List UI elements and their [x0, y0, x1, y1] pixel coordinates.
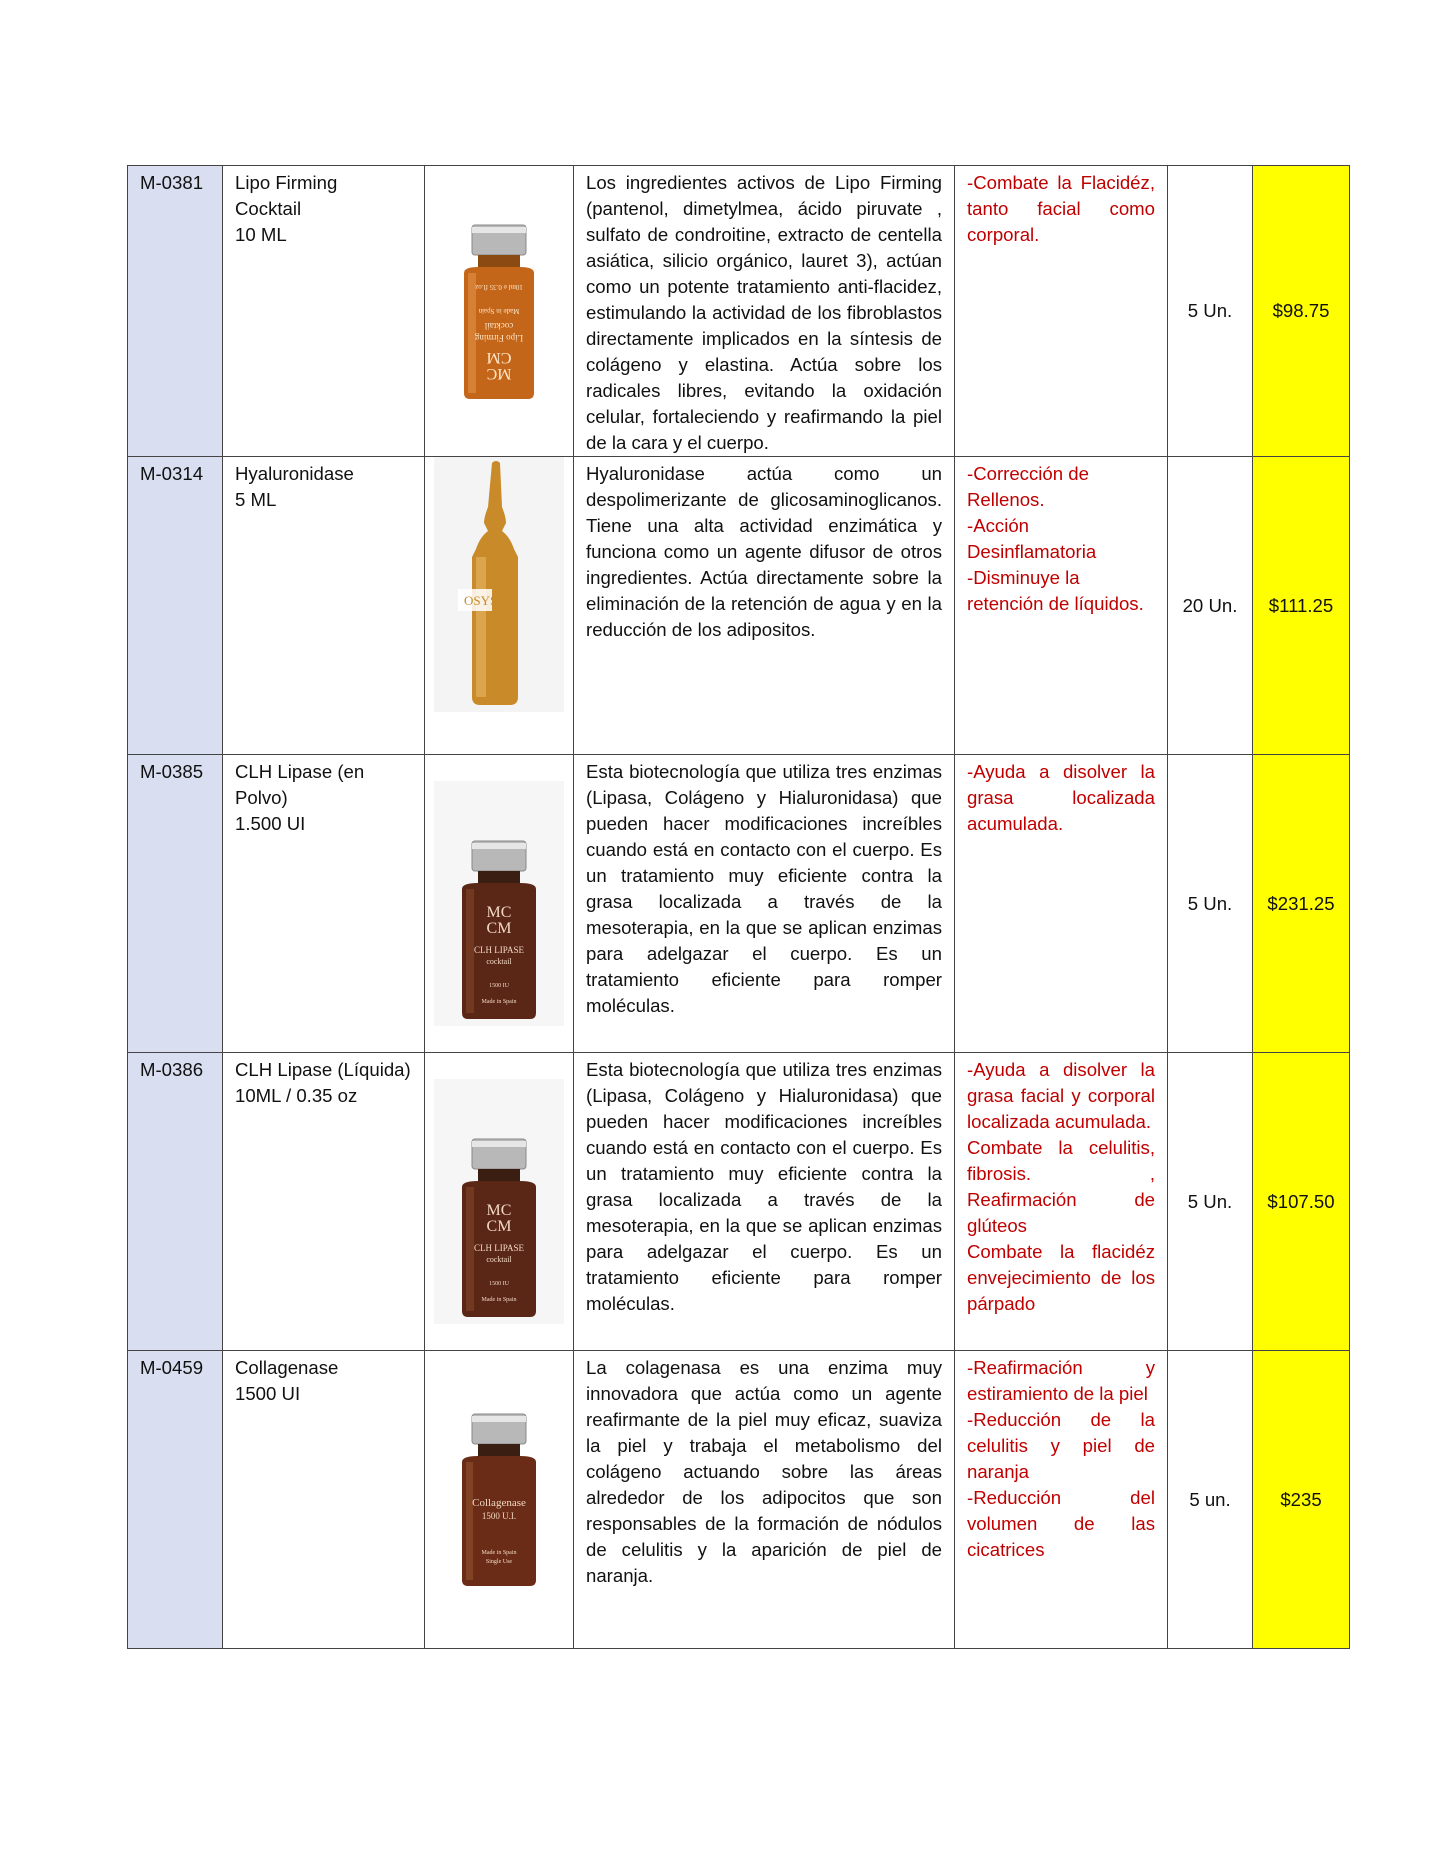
svg-text:MC: MC: [486, 365, 512, 382]
product-price: $98.75: [1253, 166, 1350, 457]
table-row: [128, 755, 1350, 1053]
product-name: CLH Lipase (Líquida) 10ML / 0.35 oz: [223, 1053, 425, 1351]
svg-text:10ml e 0.35 fl.oz: 10ml e 0.35 fl.oz: [475, 283, 523, 291]
product-price: $231.25: [1253, 755, 1350, 1053]
product-image: [425, 166, 574, 457]
product-description: Hyaluronidase actúa como un despolimerizante de glicosaminoglicanos. Tiene una alta actividad enzimática y funciona como un agente difusor de otros ingredientes. Actúa directamente sobre la eliminación de la retención de agua y en la reducción de los adipositos.: [574, 457, 955, 755]
product-code: M-0385: [128, 755, 223, 1053]
brown-vial-icon: [434, 1079, 564, 1324]
product-image: [425, 1053, 574, 1351]
product-benefits: -Combate la Flacidéz, tanto facial como corporal.: [955, 166, 1168, 457]
svg-text:Made in Spain: Made in Spain: [478, 307, 520, 315]
svg-text:OSYSTE: OSYSTE: [464, 593, 514, 608]
product-name: Hyaluronidase 5 ML: [223, 457, 425, 755]
svg-text:1500 U.I.: 1500 U.I.: [481, 1511, 517, 1521]
product-description: La colagenasa es una enzima muy innovadora que actúa como un agente reafirmante de la piel muy eficaz, suaviza la piel y trabaja el metabolismo del colágeno actuando sobre las áreas alrededor de los adipocitos que son responsables de la formación de nódulos de celulitis y la aparición de piel de naranja.: [574, 1351, 955, 1649]
product-code: M-0459: [128, 1351, 223, 1649]
svg-text:CM: CM: [486, 349, 512, 366]
svg-text:Lipo Firming: Lipo Firming: [474, 333, 524, 343]
amber-vial-icon: [454, 221, 544, 401]
table-row: [128, 1053, 1350, 1351]
product-table: [127, 165, 1350, 1649]
table-row: [128, 166, 1350, 457]
product-name: CLH Lipase (en Polvo) 1.500 UI: [223, 755, 425, 1053]
product-benefits: -Ayuda a disolver la grasa localizada acumulada.: [955, 755, 1168, 1053]
svg-text:cocktail: cocktail: [484, 321, 514, 331]
svg-text:CLH LIPASE: CLH LIPASE: [474, 1243, 524, 1253]
product-quantity: 5 Un.: [1168, 166, 1253, 457]
product-quantity: 5 un.: [1168, 1351, 1253, 1649]
product-benefits: -Ayuda a disolver la grasa facial y corporal localizada acumulada. Combate la celulitis, fibrosis. , Reafirmación de glúteos Combate la flacidéz envejecimiento de los párpado: [955, 1053, 1168, 1351]
product-name: Lipo Firming Cocktail 10 ML: [223, 166, 425, 457]
product-description: Los ingredientes activos de Lipo Firming (pantenol, dimetylmea, ácido piruvate , sulfato de condroitine, extracto de centella asiática, silicio orgánico, lauret 3), actúan como un potente tratamiento anti-flacidez, estimulando la actividad de los fibroblastos directamente implicados en la síntesis de colágeno y elastina. Actúa sobre los radicales libres, evitando la oxidación celular, fortaleciendo y reafirmando la piel de la cara y el cuerpo.: [574, 166, 955, 457]
svg-text:cocktail: cocktail: [486, 957, 512, 966]
svg-text:1500 IU: 1500 IU: [489, 983, 509, 989]
product-price: $107.50: [1253, 1053, 1350, 1351]
table-row: [128, 1351, 1350, 1649]
product-price: $111.25: [1253, 457, 1350, 755]
svg-text:1500 IU: 1500 IU: [489, 1281, 509, 1287]
svg-text:CM: CM: [486, 1218, 512, 1235]
svg-text:MC: MC: [486, 904, 512, 921]
product-quantity: 5 Un.: [1168, 755, 1253, 1053]
product-code: M-0386: [128, 1053, 223, 1351]
product-image: [425, 1351, 574, 1649]
product-code: M-0381: [128, 166, 223, 457]
product-image: [425, 457, 574, 755]
product-quantity: 20 Un.: [1168, 457, 1253, 755]
product-price: $235: [1253, 1351, 1350, 1649]
product-benefits: -Corrección de Rellenos. -Acción Desinflamatoria -Disminuye la retención de líquidos.: [955, 457, 1168, 755]
product-name: Collagenase 1500 UI: [223, 1351, 425, 1649]
svg-text:CLH LIPASE: CLH LIPASE: [474, 945, 524, 955]
product-image: [425, 755, 574, 1053]
table-row: [128, 457, 1350, 755]
brown-vial-icon: [454, 1412, 544, 1587]
svg-text:CM: CM: [486, 920, 512, 937]
product-code: M-0314: [128, 457, 223, 755]
svg-text:Collagenase: Collagenase: [472, 1497, 526, 1509]
ampoule-icon: [434, 457, 564, 712]
product-description: Esta biotecnología que utiliza tres enzimas (Lipasa, Colágeno y Hialuronidasa) que pueden hacer modificaciones increíbles cuando está en contacto con el cuerpo. Es un tratamiento muy eficiente contra la grasa localizada a través de la mesoterapia, en la que se aplican enzimas para adelgazar el cuerpo. Es un tratamiento eficiente para romper moléculas.: [574, 755, 955, 1053]
svg-text:Single Use: Single Use: [485, 1559, 513, 1565]
svg-text:MC: MC: [486, 1202, 512, 1219]
brown-vial-icon: [434, 781, 564, 1026]
svg-text:cocktail: cocktail: [486, 1255, 512, 1264]
svg-text:Made in Spain: Made in Spain: [481, 1550, 517, 1556]
product-description: Esta biotecnología que utiliza tres enzimas (Lipasa, Colágeno y Hialuronidasa) que pueden hacer modificaciones increíbles cuando está en contacto con el cuerpo. Es un tratamiento muy eficiente contra la grasa localizada a través de la mesoterapia, en la que se aplican enzimas para adelgazar el cuerpo. Es un tratamiento eficiente para romper moléculas.: [574, 1053, 955, 1351]
svg-text:Made in Spain: Made in Spain: [481, 999, 517, 1005]
svg-text:Made in Spain: Made in Spain: [481, 1297, 517, 1303]
product-quantity: 5 Un.: [1168, 1053, 1253, 1351]
product-benefits: -Reafirmación y estiramiento de la piel -Reducción de la celulitis y piel de naranja -Reducción del volumen de las cicatrices: [955, 1351, 1168, 1649]
